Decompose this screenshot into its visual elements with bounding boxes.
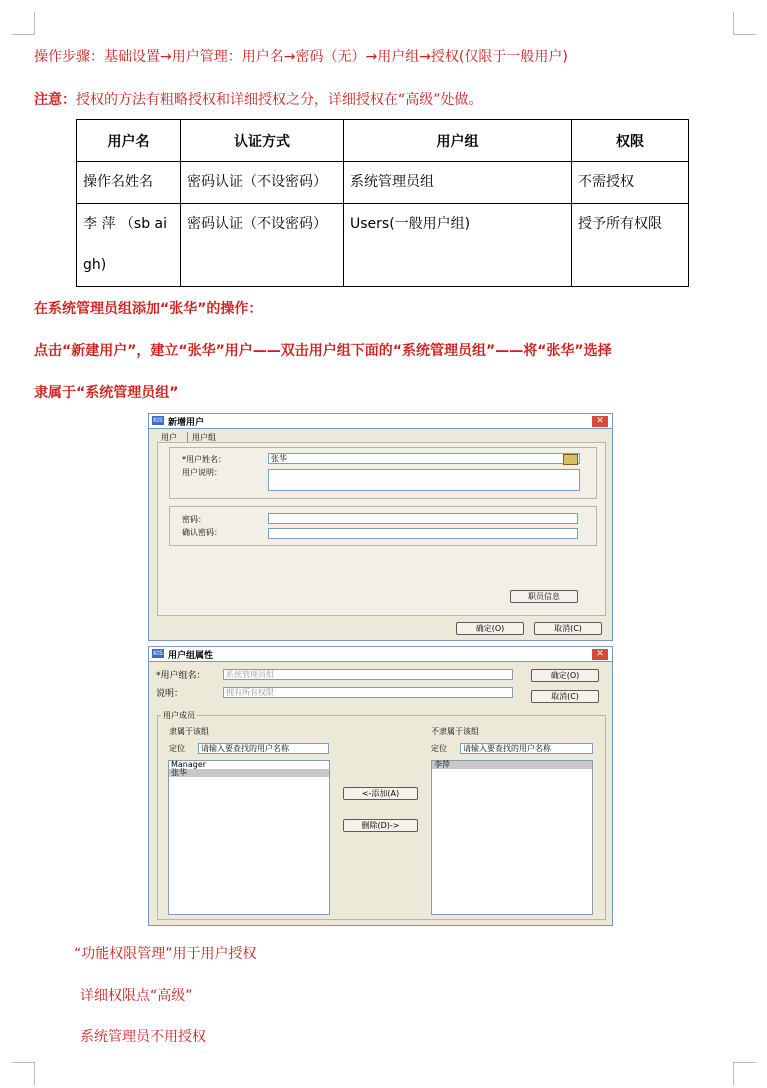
password-input[interactable] [268,513,578,524]
user-desc-label: 用户说明： [182,468,222,477]
table-header-row [77,120,689,162]
user-group-dialog [148,646,613,926]
non-member-list[interactable] [431,760,593,915]
footer-line-3: 系统管理员不用授权 [80,1029,206,1045]
close-icon[interactable]: ✕ [591,648,609,661]
password-label: 密码： [182,515,206,524]
table-header: 认证方式 [181,120,344,162]
locate-label: 定位 [169,744,185,753]
section-title: 在系统管理员组添加“张华”的操作： [34,301,263,317]
member-list[interactable] [168,760,330,915]
staff-info-button[interactable]: 职员信息 [510,590,578,603]
group-name-input[interactable]: 系统管理员组 [223,669,513,680]
note-line [34,89,483,109]
table-cell: 操作名姓名 [77,162,181,204]
folder-icon[interactable] [563,454,578,465]
close-icon[interactable]: ✕ [591,415,609,428]
note-label: 注意： [34,92,76,108]
members-label: 用户成员 [163,711,195,720]
not-belongs-label: 不隶属于该组 [431,727,479,736]
non-member-search-input[interactable]: 请输入要查找的用户名称 [460,743,593,754]
steps-line: 操作步骤：基础设置→用户管理：用户名→密码（无）→用户组→授权(仅限于一般用户) [34,49,568,65]
permissions-table [76,119,689,287]
corner-mark-top-left [12,12,35,35]
instruction-line-2: 隶属于“系统管理员组” [34,385,179,401]
username-label: *用户姓名： [182,455,226,464]
corner-mark-top-right [733,12,756,35]
username-input[interactable]: 张华 [268,453,580,464]
ok-button[interactable]: 确定(O) [531,669,599,682]
tab-user-group[interactable]: 用户组 [187,432,220,443]
confirm-password-input[interactable] [268,528,578,539]
table-cell: 系统管理员组 [344,162,572,204]
cancel-button[interactable]: 取消(C) [531,690,599,703]
footer-line-2: 详细权限点“高级” [80,988,193,1004]
list-item[interactable]: 李萍 [432,761,592,769]
cancel-button[interactable]: 取消(C) [534,622,602,635]
footer-line-1: “功能权限管理”用于用户授权 [74,946,257,962]
group-name-label: *用户组名： [156,671,206,681]
locate-label: 定位 [431,744,447,753]
table-row [77,162,689,204]
kis-logo-icon: KIS [153,417,163,424]
password-group [169,506,597,546]
member-search-input[interactable]: 请输入要查找的用户名称 [198,743,329,754]
table-cell: 授予所有权限 [572,204,689,287]
corner-mark-bottom-right [733,1062,756,1085]
table-header: 用户组 [344,120,572,162]
confirm-password-label: 确认密码： [182,528,222,537]
kis-logo-icon: KIS [153,650,163,657]
list-item[interactable]: Manager [171,760,207,769]
table-row [77,204,689,287]
table-cell: 李 萍 （sb aigh) [77,204,181,287]
remove-button[interactable]: 删除(D)-> [343,819,418,832]
table-header: 权限 [572,120,689,162]
group-desc-label: 说明： [156,689,184,699]
list-item[interactable]: 张华 [169,769,329,777]
corner-mark-bottom-left [12,1062,35,1085]
table-cell: Users(一般用户组) [344,204,572,287]
table-cell: 密码认证（不设密码） [181,204,344,287]
dialog-title: 用户组属性 [168,651,214,661]
dialog-titlebar [149,414,612,429]
add-button[interactable]: <-添加(A) [343,787,418,800]
new-user-dialog [148,413,613,641]
tab-user[interactable]: 用户 [161,433,177,442]
note-text: 授权的方法有粗略授权和详细授权之分，详细授权在“高级”处做。 [76,92,483,108]
ok-button[interactable]: 确定(O) [456,622,524,635]
group-desc-input[interactable]: 拥有所有权限 [223,687,513,698]
table-header: 用户名 [77,120,181,162]
belongs-label: 隶属于该组 [169,727,209,736]
table-cell: 密码认证（不设密码） [181,162,344,204]
table-cell: 不需授权 [572,162,689,204]
user-desc-input[interactable] [268,469,580,491]
instruction-line-1: 点击“新建用户”，建立“张华”用户——双击用户组下面的“系统管理员组”——将“张华”选择 [34,343,612,359]
dialog-titlebar [149,647,612,662]
dialog-title: 新增用户 [168,418,205,428]
